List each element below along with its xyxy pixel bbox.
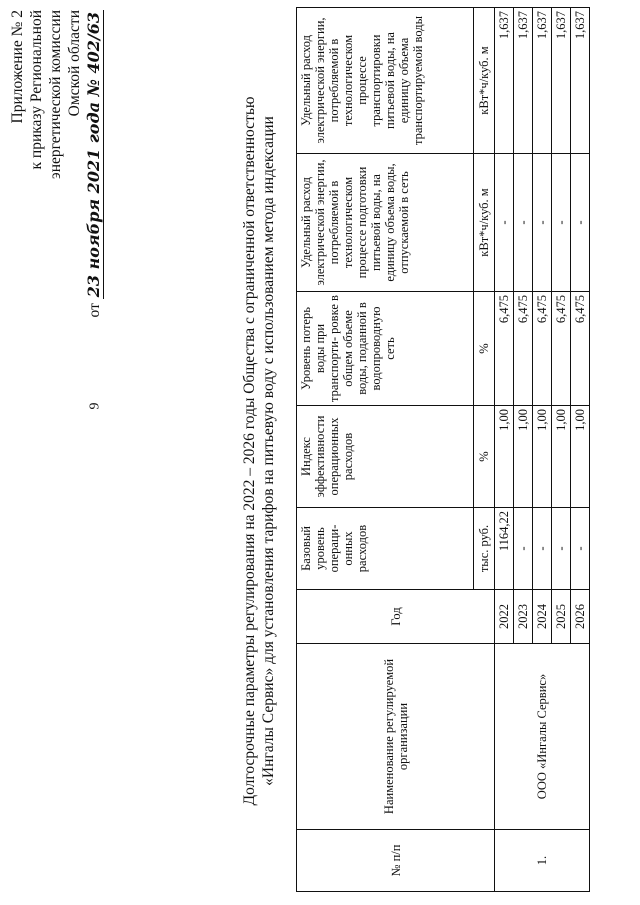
index-cell: 1,00 <box>552 406 571 508</box>
loss-cell: 6,475 <box>571 292 590 406</box>
title-line-2: «Ингалы Сервис» для установления тарифов на питьевую воду с использованием метода индексации <box>260 116 277 786</box>
elec-prep-cell: - <box>533 154 552 292</box>
header-loss: Уровень потерь воды при транспорти- ровке в общем объеме воды, поданной в водопроводную сеть <box>297 292 474 406</box>
loss-cell: 6,475 <box>533 292 552 406</box>
elec-trans-cell: 1,637 <box>514 8 533 154</box>
year-cell: 2026 <box>571 590 590 644</box>
header-index: Индекс эффективности операционных расходов <box>297 406 474 508</box>
page-number: 9 <box>87 402 103 410</box>
loss-cell: 6,475 <box>514 292 533 406</box>
elec-prep-cell: - <box>571 154 590 292</box>
loss-cell: 6,475 <box>552 292 571 406</box>
header-elec-trans: Удельный расход электрической энергии, потребляемой в технологическом процессе транспортировки питьевой воды, на единицу объема транспортируемой воды <box>297 8 474 154</box>
elec-trans-cell: 1,637 <box>552 8 571 154</box>
parameters-table <box>296 7 590 892</box>
appendix-commission: энергетической комиссии <box>47 10 64 179</box>
row-number: 1. <box>495 830 590 892</box>
unit-base: тыс. руб. <box>474 508 495 590</box>
index-cell: 1,00 <box>533 406 552 508</box>
index-cell: 1,00 <box>514 406 533 508</box>
unit-elec-prep: кВт*ч/куб. м <box>474 154 495 292</box>
base-cell: - <box>552 508 571 590</box>
document-content <box>0 2 640 902</box>
header-elec-prep: Удельный расход электрической энергии, потребляемой в технологическом процессе подготовки питьевой воды, на единицу объема воды, отпускаемой в сеть <box>297 154 474 292</box>
loss-cell: 6,475 <box>495 292 514 406</box>
title-line-1: Долгосрочные параметры регулирования на 2022 – 2026 годы Общества с ограниченной ответственностью <box>241 96 258 806</box>
document-title <box>240 26 278 876</box>
appendix-date-line <box>84 10 104 340</box>
year-cell: 2022 <box>495 590 514 644</box>
elec-trans-cell: 1,637 <box>571 8 590 154</box>
appendix-region: Омской области <box>66 10 83 117</box>
elec-prep-cell: - <box>495 154 514 292</box>
header-org: Наименование регулируемой организации <box>297 644 495 830</box>
base-cell: - <box>571 508 590 590</box>
index-cell: 1,00 <box>571 406 590 508</box>
year-cell: 2024 <box>533 590 552 644</box>
elec-prep-cell: - <box>514 154 533 292</box>
appendix-number: Приложение № 2 <box>9 10 26 124</box>
unit-elec-trans: кВт*ч/куб. м <box>474 8 495 154</box>
header-row <box>297 8 474 892</box>
appendix-order: к приказу Региональной <box>28 10 45 170</box>
unit-index: % <box>474 406 495 508</box>
base-cell: 1164,22 <box>495 508 514 590</box>
header-base: Базовый уровень операци- онных расходов <box>297 508 474 590</box>
unit-loss: % <box>474 292 495 406</box>
from-prefix: от <box>86 303 103 318</box>
year-cell: 2023 <box>514 590 533 644</box>
header-year: Год <box>297 590 495 644</box>
org-name: ООО «Ингалы Сервис» <box>495 644 590 830</box>
handwritten-date: 23 ноября 2021 года № 402/63 <box>84 12 103 298</box>
elec-prep-cell: - <box>552 154 571 292</box>
header-num: № п/п <box>297 830 495 892</box>
year-cell: 2025 <box>552 590 571 644</box>
table-row <box>495 8 514 892</box>
base-cell: - <box>514 508 533 590</box>
appendix-block <box>8 10 104 340</box>
index-cell: 1,00 <box>495 406 514 508</box>
base-cell: - <box>533 508 552 590</box>
elec-trans-cell: 1,637 <box>533 8 552 154</box>
elec-trans-cell: 1,637 <box>495 8 514 154</box>
